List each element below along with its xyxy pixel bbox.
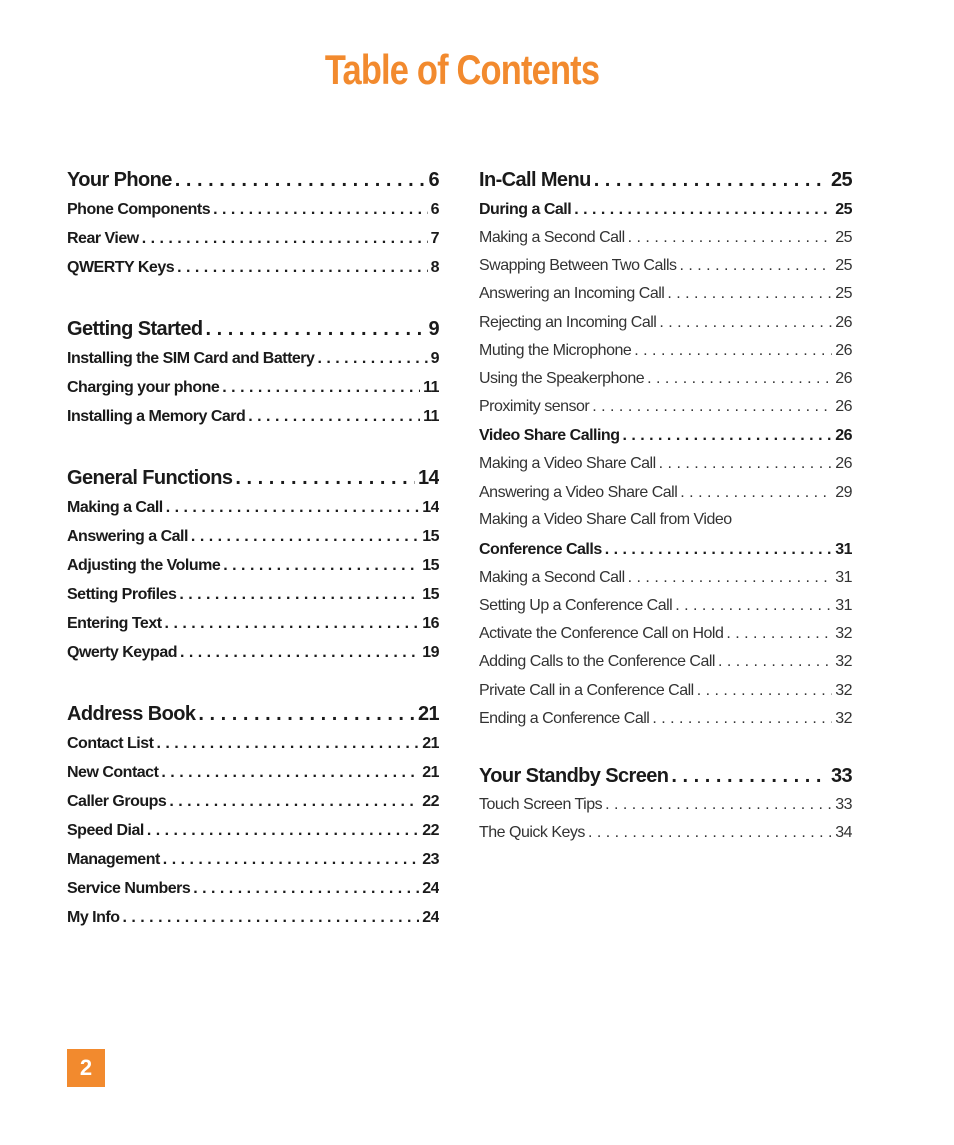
- dot-leader: [179, 580, 419, 609]
- dot-leader: [191, 522, 419, 551]
- toc-subsection[interactable]: [67, 224, 439, 253]
- toc-entry-page: 29: [835, 483, 852, 501]
- toc-entry[interactable]: [479, 337, 852, 365]
- toc-entry-page: 26: [835, 455, 852, 473]
- dot-leader: [169, 787, 419, 816]
- toc-entry-title: Touch Screen Tips: [479, 796, 603, 813]
- dot-leader: [697, 677, 832, 705]
- dot-leader: [163, 845, 419, 874]
- toc-entry-title: Swapping Between Two Calls: [479, 257, 677, 275]
- toc-subsection[interactable]: [67, 580, 439, 609]
- toc-subsection[interactable]: [67, 609, 439, 638]
- dot-leader: [147, 816, 419, 845]
- toc-entry-title: Proximity sensor: [479, 398, 590, 416]
- toc-entry[interactable]: [479, 592, 852, 620]
- toc-entry-page: 32: [835, 653, 852, 671]
- toc-entry-page: 32: [835, 681, 852, 699]
- toc-entry-page: 6: [430, 201, 439, 218]
- toc-entry-page: 25: [830, 169, 852, 191]
- toc-entry-title: Adding Calls to the Conference Call: [479, 653, 715, 671]
- toc-entry-title: Qwerty Keypad: [67, 644, 177, 661]
- toc-entry-page: 16: [422, 615, 439, 632]
- dot-leader: [223, 551, 419, 580]
- dot-leader: [166, 493, 419, 522]
- toc-entry-page: 9: [430, 350, 439, 367]
- toc-entry-page: 32: [835, 625, 852, 643]
- toc-entry-page: 31: [835, 597, 852, 615]
- toc-entry[interactable]: [479, 564, 852, 592]
- toc-entry-title: Making a Video Share Call: [479, 455, 656, 473]
- dot-leader: [628, 224, 833, 252]
- dot-leader: [592, 393, 832, 421]
- toc-subsection[interactable]: [67, 195, 439, 224]
- toc-entry[interactable]: [479, 620, 852, 648]
- dot-leader: [680, 252, 833, 280]
- toc-section-heading[interactable]: [479, 761, 852, 791]
- toc-entry-page: 11: [423, 379, 439, 396]
- toc-subsection[interactable]: [479, 535, 852, 564]
- dot-leader: [647, 365, 832, 393]
- toc-entry-page: 31: [835, 540, 852, 558]
- toc-entry[interactable]: [479, 224, 852, 252]
- toc-entry-title: Phone Components: [67, 201, 211, 218]
- toc-entry-page: 21: [422, 735, 439, 752]
- dot-leader: [659, 450, 833, 478]
- dot-leader: [123, 903, 420, 932]
- toc-subsection[interactable]: [67, 845, 439, 874]
- toc-entry-page: 31: [835, 568, 852, 586]
- dot-leader: [667, 280, 832, 308]
- dot-leader: [317, 344, 427, 373]
- toc-entry-title: Making a Second Call: [479, 568, 625, 586]
- toc-section-heading[interactable]: [67, 314, 439, 344]
- toc-entry-page: 22: [422, 793, 439, 810]
- toc-entry-title: Your Phone: [67, 169, 172, 191]
- toc-entry-title: Installing a Memory Card: [67, 408, 246, 425]
- toc-entry-page: 26: [835, 398, 852, 416]
- toc-subsection[interactable]: [67, 522, 439, 551]
- toc-entry-title: Entering Text: [67, 615, 162, 632]
- toc-entry-page: 9: [428, 318, 439, 340]
- dot-leader: [588, 819, 832, 847]
- toc-entry[interactable]: [479, 705, 852, 733]
- dot-leader: [622, 421, 832, 450]
- dot-leader: [574, 195, 832, 224]
- toc-entry-title: Muting the Microphone: [479, 341, 632, 359]
- toc-section-heading[interactable]: [67, 165, 439, 195]
- toc-entry[interactable]: [479, 365, 852, 393]
- toc-entry-title: General Functions: [67, 467, 233, 489]
- toc-subsection[interactable]: [67, 874, 439, 903]
- toc-entry-title: Answering a Call: [67, 528, 188, 545]
- toc-entry-title: The Quick Keys: [479, 824, 585, 842]
- toc-entry-title: Contact List: [67, 735, 154, 752]
- toc-subsection[interactable]: [67, 344, 439, 373]
- toc-entry-title: Ending a Conference Call: [479, 709, 650, 727]
- toc-entry-page: 25: [835, 257, 852, 275]
- toc-entry-page: 26: [835, 369, 852, 387]
- toc-entry[interactable]: [479, 450, 852, 478]
- toc-entry-title: Conference Calls: [479, 540, 602, 558]
- toc-entry-page: 32: [835, 709, 852, 727]
- toc-section-heading[interactable]: [479, 165, 852, 195]
- toc-subsection[interactable]: [67, 402, 439, 431]
- dot-leader: [680, 479, 832, 507]
- dot-leader: [142, 224, 428, 253]
- dot-leader: [718, 648, 832, 676]
- toc-entry-title: Private Call in a Conference Call: [479, 681, 694, 699]
- toc-entry-title: Speed Dial: [67, 822, 144, 839]
- toc-entry-page: 26: [835, 341, 852, 359]
- toc-left-column: [67, 165, 439, 932]
- toc-right-column: [479, 165, 852, 847]
- toc-subsection[interactable]: [67, 816, 439, 845]
- toc-section-heading[interactable]: [67, 699, 439, 729]
- dot-leader: [594, 165, 828, 195]
- dot-leader: [205, 314, 425, 344]
- toc-entry-title: Setting Up a Conference Call: [479, 597, 673, 615]
- toc-entry-title: Service Numbers: [67, 880, 191, 897]
- toc-entry-page: 23: [422, 851, 439, 868]
- dot-leader: [198, 699, 415, 729]
- toc-entry[interactable]: [479, 819, 852, 847]
- toc-entry-page: 25: [835, 201, 852, 218]
- dot-leader: [652, 705, 832, 733]
- toc-subsection[interactable]: [67, 551, 439, 580]
- dot-leader: [222, 373, 420, 402]
- dot-leader: [177, 253, 427, 282]
- toc-subsection[interactable]: [67, 758, 439, 787]
- toc-entry[interactable]: [479, 791, 852, 819]
- toc-entry-page: 33: [835, 796, 852, 813]
- toc-entry-page: 15: [422, 557, 439, 574]
- toc-subsection[interactable]: [67, 729, 439, 758]
- toc-entry-page: 24: [422, 880, 439, 897]
- toc-entry[interactable]: [479, 479, 852, 507]
- toc-entry-title: Answering an Incoming Call: [479, 285, 665, 303]
- toc-entry-title: Caller Groups: [67, 793, 167, 810]
- toc-entry[interactable]: [479, 507, 852, 535]
- toc-entry-title: Address Book: [67, 703, 196, 725]
- dot-leader: [248, 402, 420, 431]
- toc-entry-page: 15: [422, 586, 439, 603]
- toc-subsection[interactable]: [67, 253, 439, 282]
- toc-entry-title: Video Share Calling: [479, 427, 620, 445]
- dot-leader: [235, 463, 415, 493]
- toc-entry-page: 26: [835, 427, 852, 445]
- toc-entry-page: 11: [423, 408, 439, 425]
- dot-leader: [605, 535, 832, 564]
- dot-leader: [659, 309, 832, 337]
- toc-entry-title: Making a Second Call: [479, 229, 625, 246]
- toc-entry-title: Management: [67, 851, 160, 868]
- toc-entry[interactable]: [479, 393, 852, 421]
- toc-entry-title: Rear View: [67, 230, 139, 247]
- toc-entry-page: 25: [835, 229, 852, 246]
- dot-leader: [193, 874, 419, 903]
- toc-entry-title: Setting Profiles: [67, 586, 177, 603]
- page-number-badge: 2: [67, 1049, 105, 1087]
- toc-entry[interactable]: [479, 648, 852, 676]
- toc-entry-title: Rejecting an Incoming Call: [479, 313, 657, 331]
- dot-leader: [671, 761, 828, 791]
- dot-leader: [165, 609, 420, 638]
- toc-entry-title: Using the Speakerphone: [479, 369, 645, 387]
- toc-subsection[interactable]: [479, 421, 852, 450]
- toc-entry-title: In-Call Menu: [479, 169, 591, 191]
- page-title: Table of Contents: [324, 46, 600, 93]
- toc-entry-page: 22: [422, 822, 439, 839]
- dot-leader: [628, 564, 833, 592]
- dot-leader: [180, 638, 419, 667]
- toc-subsection[interactable]: [67, 787, 439, 816]
- toc-entry-page: 26: [835, 313, 852, 331]
- toc-entry-page: 25: [835, 285, 852, 303]
- toc-entry-title: New Contact: [67, 764, 159, 781]
- toc-section-heading[interactable]: [67, 463, 439, 493]
- dot-leader: [634, 337, 832, 365]
- toc-entry[interactable]: [479, 252, 852, 280]
- toc-subsection[interactable]: [67, 493, 439, 522]
- toc-entry[interactable]: [479, 677, 852, 705]
- toc-subsection[interactable]: [479, 195, 852, 224]
- toc-entry-title: Answering a Video Share Call: [479, 483, 678, 501]
- toc-entry[interactable]: [479, 280, 852, 308]
- toc-subsection[interactable]: [67, 373, 439, 402]
- dot-leader: [605, 791, 832, 819]
- toc-entry-page: 7: [430, 230, 439, 247]
- toc-entry-page: 21: [422, 764, 439, 781]
- toc-entry-page: 14: [422, 499, 439, 516]
- toc-entry-title: Charging your phone: [67, 379, 220, 396]
- toc-entry-title-line1: Making a Video Share Call from Video: [479, 510, 732, 528]
- toc-entry-page: 19: [422, 644, 439, 661]
- dot-leader: [156, 729, 419, 758]
- toc-subsection[interactable]: [67, 903, 439, 932]
- toc-entry-title: Adjusting the Volume: [67, 557, 221, 574]
- toc-entry-title: Your Standby Screen: [479, 765, 669, 787]
- toc-subsection[interactable]: [67, 638, 439, 667]
- toc-entry-title: Activate the Conference Call on Hold: [479, 625, 724, 643]
- dot-leader: [726, 620, 832, 648]
- dot-leader: [675, 592, 832, 620]
- toc-entry-page: 34: [835, 824, 852, 842]
- toc-entry-title: During a Call: [479, 201, 572, 218]
- toc-entry-page: 6: [428, 169, 439, 191]
- dot-leader: [161, 758, 419, 787]
- toc-entry-title: Installing the SIM Card and Battery: [67, 350, 315, 367]
- toc-entry[interactable]: [479, 309, 852, 337]
- dot-leader: [213, 195, 427, 224]
- toc-entry-title: Getting Started: [67, 318, 203, 340]
- toc-entry-title: Making a Call: [67, 499, 163, 516]
- toc-entry-page: 15: [422, 528, 439, 545]
- toc-entry-title: My Info: [67, 909, 120, 926]
- toc-entry-page: 8: [430, 259, 439, 276]
- dot-leader: [175, 165, 426, 195]
- toc-entry-page: 33: [830, 765, 852, 787]
- toc-entry-page: 14: [417, 467, 439, 489]
- toc-entry-page: 21: [417, 703, 439, 725]
- toc-entry-page: 24: [422, 909, 439, 926]
- toc-entry-title: QWERTY Keys: [67, 259, 175, 276]
